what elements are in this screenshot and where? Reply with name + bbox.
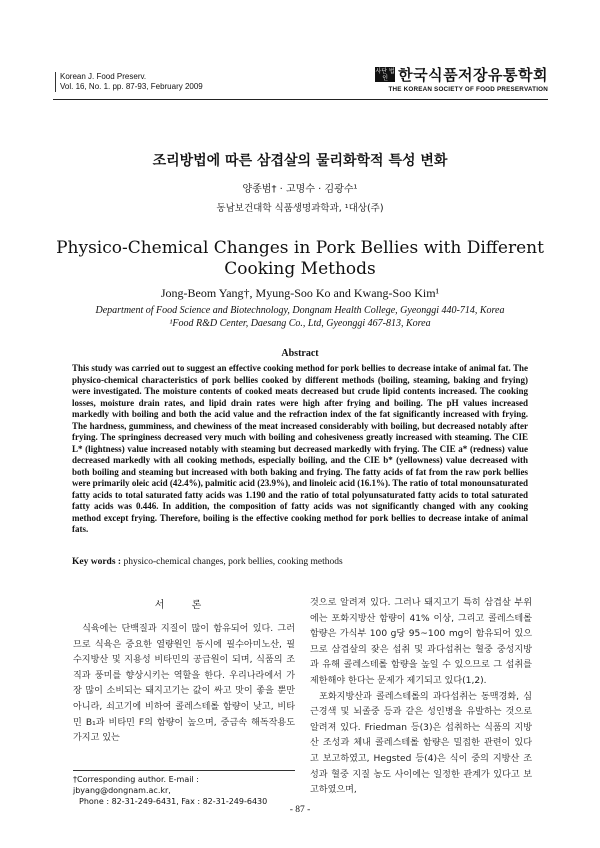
body-paragraph: 포화지방산과 콜레스테롤의 과다섭취는 동맥경화, 심근경색 및 뇌졸중 등과 같은 성인병을 유발하는 것으로 알려져 있다. Friedman 등(3)은 섭취하는 식품의 지방산 조성과 체내 콜레스테롤 함량은 밀접한 관련이 있다고 보고하였고, Hegsted 등(4)은 식이 중의 지방산 조성과 혈중 지질 농도 사이에는 일정한 관계가 있다고 보고하였으며,	[310, 691, 532, 796]
affiliation-korean: 동남보건대학 식품생명과학과, ¹대상(주)	[216, 203, 384, 214]
right-column	[310, 596, 532, 799]
keywords-label: Key words :	[72, 557, 122, 567]
body-paragraph: 식육에는 단백질과 지질이 많이 함유되어 있다. 그러므로 식육은 중요한 열량원인 동시에 필수아미노산, 필수지방산 및 지용성 비타민의 공급원이 되며, 식품의 조직과 풍미를 향상시키는 역할을 한다. 우리나라에서 가장 많이 소비되는 돼지고기는 값이 싸고 맛이 좋을 뿐만 아니라, 쇠고기에 비하여 콜레스테롤 함량이 낮고, 비타민 B₁과 비타민 F의 함량이 높으며, 중금속 해독작용도 가지고 있는	[73, 624, 295, 744]
header-divider	[53, 99, 548, 100]
page-number: - 87 -	[289, 805, 311, 815]
keywords-list: physico-chemical changes, pork bellies, cooking methods	[123, 557, 343, 567]
title-korean: 조리방법에 따른 삼겹살의 물리화학적 특성 변화	[152, 153, 448, 169]
title-english-line1: Physico-Chemical Changes in Pork Bellies with Different	[56, 238, 544, 258]
title-english	[0, 238, 600, 280]
body-paragraph: 것으로 알려져 있다. 그러나 돼지고기 특히 삼겹살 부위에는 포화지방산 함량이 41% 이상, 그리고 콜레스테롤 함량은 가식부 100 g당 95~100 mg이 함유되어 있으므로 삼겹살의 잦은 섭취 및 과다섭취는 혈중 중성지방과 유해 콜레스테롤 함량을 높일 수 있으므로 그 섭취를 제한해야 한다는 문제가 제기되고 있다(1,2).	[310, 598, 532, 686]
affiliation-english-line1: Department of Food Science and Biotechnology, Dongnam Health College, Gyeonggi 440-714, Korea	[95, 305, 505, 316]
footnote-email: †Corresponding author. E-mail : jbyang@dongnam.ac.kr,	[73, 775, 199, 795]
journal-name: Korean J. Food Preserv.	[60, 72, 147, 81]
affiliation-english	[0, 304, 600, 330]
affiliation-english-line2: ¹Food R&D Center, Daesang Co., Ltd, Gyeonggi 467-813, Korea	[169, 318, 431, 329]
footnote-phone: Phone : 82-31-249-6431, Fax : 82-31-249-6430	[79, 797, 268, 806]
society-name-korean: 한국식품저장유통학회	[398, 66, 548, 84]
society-name-english: THE KOREAN SOCIETY OF FOOD PRESERVATION	[388, 86, 548, 93]
abstract-heading: Abstract	[281, 348, 319, 359]
keywords	[72, 557, 528, 567]
society-mark-icon: 사단 법인	[375, 68, 395, 82]
journal-volume: Vol. 16, No. 1. pp. 87-93, February 2009	[60, 82, 203, 91]
left-column	[73, 622, 295, 747]
abstract-body: This study was carried out to suggest an effective cooking method for pork bellies to decrease intake of animal fat. The physico-chemical characteristics of pork bellies cooked by different methods (boiling, steaming, baking and frying) were investigated. The moisture contents of cooked meats decreased but crude lipid contents increased. The cooking losses, moisture drain rates, and lipid drain rates were high after frying and boiling. The pH values increased markedly with boiling and both the acid value and the refraction index of the fat significantly increased with frying. The hardness, gumminess, and chewiness of the meat increased considerably with boiling, but decreased notably after frying. The springiness decreased very much with boiling and cohesiveness greatly increased with steaming. The CIE L* (lightness) value increased notably with steaming but decreased markedly with frying. The CIE a* (redness) value decreased markedly with all cooking methods, especially boiling, and the CIE b* (yellowness) value decreased with both boiling and steaming but increased with both baking and frying. The fatty acids of fat from the raw pork bellies were primarily oleic acid (42.4%), palmitic acid (23.9%), and linoleic acid (16.1%). The ratio of total monounsaturated fatty acids to total saturated fatty acids was 1.190 and the ratio of total polyunsaturated fatty acids to total saturated fatty acids was 0.446. In addition, the composition of fatty acids was not significantly changed with any cooking method except frying. Therefore, boiling is the effective cooking method for pork bellies to decrease intake of animal fats.	[72, 363, 528, 534]
authors-korean: 양종범† · 고명수 · 김광수¹	[242, 184, 358, 195]
title-english-line2: Cooking Methods	[224, 259, 376, 279]
society-logo	[338, 64, 548, 93]
authors-english: Jong-Beom Yang†, Myung-Soo Ko and Kwang-Soo Kim¹	[160, 286, 440, 300]
section-heading-introduction: 서 론	[154, 600, 214, 611]
journal-citation	[55, 72, 203, 92]
corresponding-author-footnote	[73, 770, 295, 807]
